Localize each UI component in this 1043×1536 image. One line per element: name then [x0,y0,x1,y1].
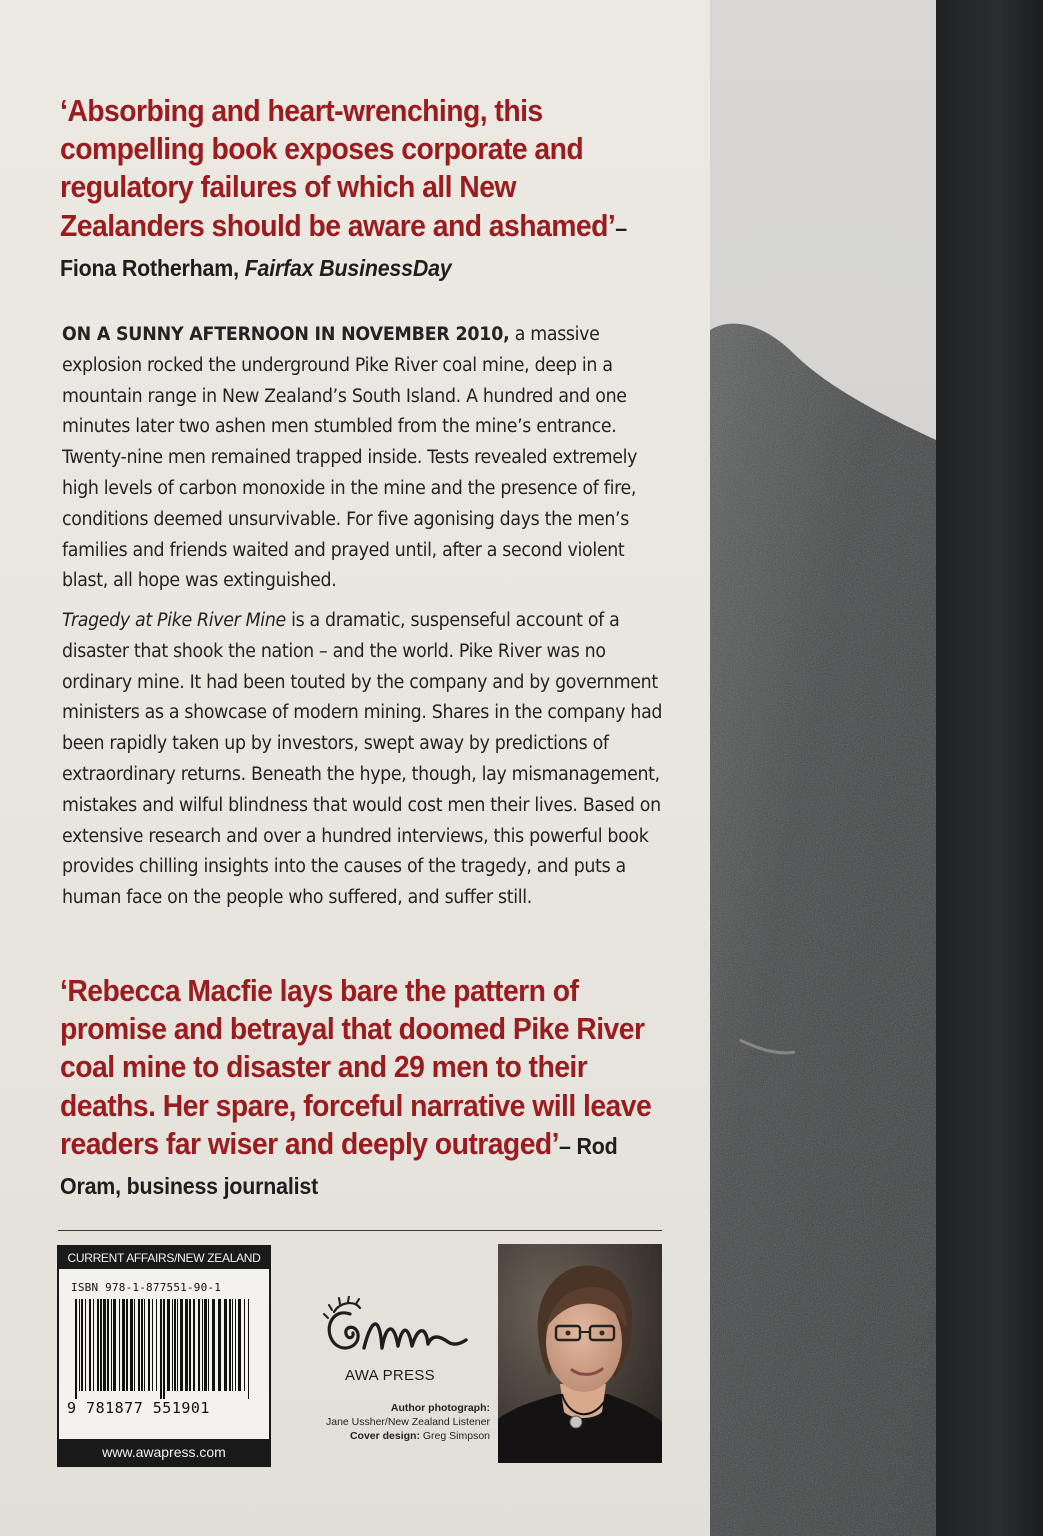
mountain-photo [710,0,936,1536]
barcode-bar [185,1299,188,1391]
barcode-bar [141,1299,143,1391]
author-photo [498,1244,662,1463]
barcode-bar [93,1299,94,1391]
barcode-bar [248,1299,249,1399]
blurb-lead: ON A SUNNY AFTERNOON IN NOVEMBER 2010, [62,324,510,345]
barcode-bar [193,1299,195,1391]
publisher-website: www.awapress.com [59,1439,269,1465]
barcode-bar [85,1299,86,1391]
book-title: Tragedy at Pike River Mine [62,610,286,631]
attribution-name: – Fiona Rotherham, [60,214,627,281]
barcode-bar [144,1299,145,1391]
review-quote-bottom [60,972,655,1205]
photo-credit-label: Author photograph: [390,1402,490,1414]
barcode-bar [152,1299,153,1391]
review-quote-top [60,92,660,287]
barcode-bar [126,1299,128,1391]
barcode-bar [177,1299,178,1391]
blurb-paragraph-2-text: is a dramatic, suspenseful account of a disaster that shook the nation – and the world. Pike River was no ordinary mine. It had been touted by the company and by government ministers as a showcase of modern mining. Shares in the company had been rapidly taken up by investors, swept away by predictions of extraordinary returns. Beneath the hype, though, lay mismanagement, mistakes and wilful blindness that would cost men their lives. Based on extensive research and over a hundred interviews, this powerful book provides chilling insights into the causes of the tragedy, and puts a human face on the people who suffered, and suffer still. [62,610,663,909]
barcode-bar [79,1299,80,1391]
design-credit: Greg Simpson [419,1430,490,1442]
review-quote-bottom-attribution: – Rod Oram, business journalist [60,1132,618,1200]
barcode-bar [111,1299,112,1391]
barcode-bar [156,1299,157,1391]
barcode-bar [208,1299,209,1391]
barcode-bar [202,1299,203,1391]
barcode-bar [218,1299,221,1391]
design-credit-label: Cover design: [349,1430,420,1442]
author-portrait-image [498,1244,662,1463]
barcode-bar [163,1299,165,1399]
barcode-bar [103,1299,106,1391]
barcode-bar [113,1299,116,1391]
review-quote-top-text: ‘Absorbing and heart-wrenching, this compelling book exposes corporate and regulatory failures of which all New Zealanders should be aware and ashamed’ [60,94,616,243]
barcode-bar [180,1299,183,1391]
barcode-bar [224,1299,227,1391]
divider [58,1230,662,1231]
barcode-bar [229,1299,231,1391]
barcode-bar [138,1299,140,1391]
barcode-bar [198,1299,200,1391]
barcode-bar [119,1299,120,1391]
barcode-bar [81,1299,83,1391]
mountain-landscape-image [710,0,936,1536]
barcode-bar [212,1299,215,1391]
barcode-bar [204,1299,207,1391]
barcode-bar [89,1299,91,1391]
barcode-bar [232,1299,233,1391]
spine-edge [936,0,1043,1536]
barcode-bar [107,1299,109,1391]
barcode-bar [100,1299,102,1391]
barcode-bar [189,1299,191,1391]
barcode-bar [238,1299,241,1391]
barcode-bar [172,1299,173,1391]
barcode-bar [167,1299,170,1391]
barcode-bar [134,1299,135,1391]
barcode-bar [235,1299,236,1391]
blurb-paragraph-1 [62,320,656,597]
review-quote-bottom-text: ‘Rebecca Macfie lays bare the pattern of promise and betrayal that doomed Pike River coal mine to disaster and 29 men to their deaths. Her spare, forceful narrative will leave readers far wiser and deeply outraged’ [60,974,652,1161]
barcode-bar [130,1299,133,1391]
design-credit-line [322,1429,490,1443]
barcode-bar [174,1299,176,1391]
isbn-label: ISBN 978-1-877551-90-1 [71,1281,222,1294]
barcode-digits: 9 781877 551901 [67,1399,210,1417]
publisher-name: AWA PRESS [345,1367,435,1384]
barcode-bar [148,1299,150,1391]
barcode-box [57,1245,271,1467]
barcode-icon [73,1299,255,1399]
cover-credits [322,1401,490,1443]
barcode-bar [244,1299,245,1391]
barcode-bar [122,1299,125,1391]
barcode-bar [75,1299,77,1399]
barcode-bar [160,1299,162,1399]
photo-credit: Jane Ussher/New Zealand Listener [325,1416,490,1428]
attribution-source: Fairfax BusinessDay [244,254,452,281]
blurb-paragraph-2 [62,606,664,914]
category-label: CURRENT AFFAIRS/NEW ZEALAND [59,1247,269,1269]
blurb-paragraph-1-text: a massive explosion rocked the underground Pike River coal mine, deep in a mountain range in New Zealand’s South Island. A hundred and one minutes later two ashen men stumbled from the mine’s entrance. Twenty-nine men remained trapped inside. Tests revealed extremely high levels of carbon monoxide in the mine and the presence of fire, conditions deemed unsurvivable. For five agonising days the men’s families and friends waited and prayed until, after a second violent blast, all hope was extinguished. [62,324,638,592]
awa-press-logo-icon [320,1296,470,1364]
barcode-bar [97,1299,99,1391]
